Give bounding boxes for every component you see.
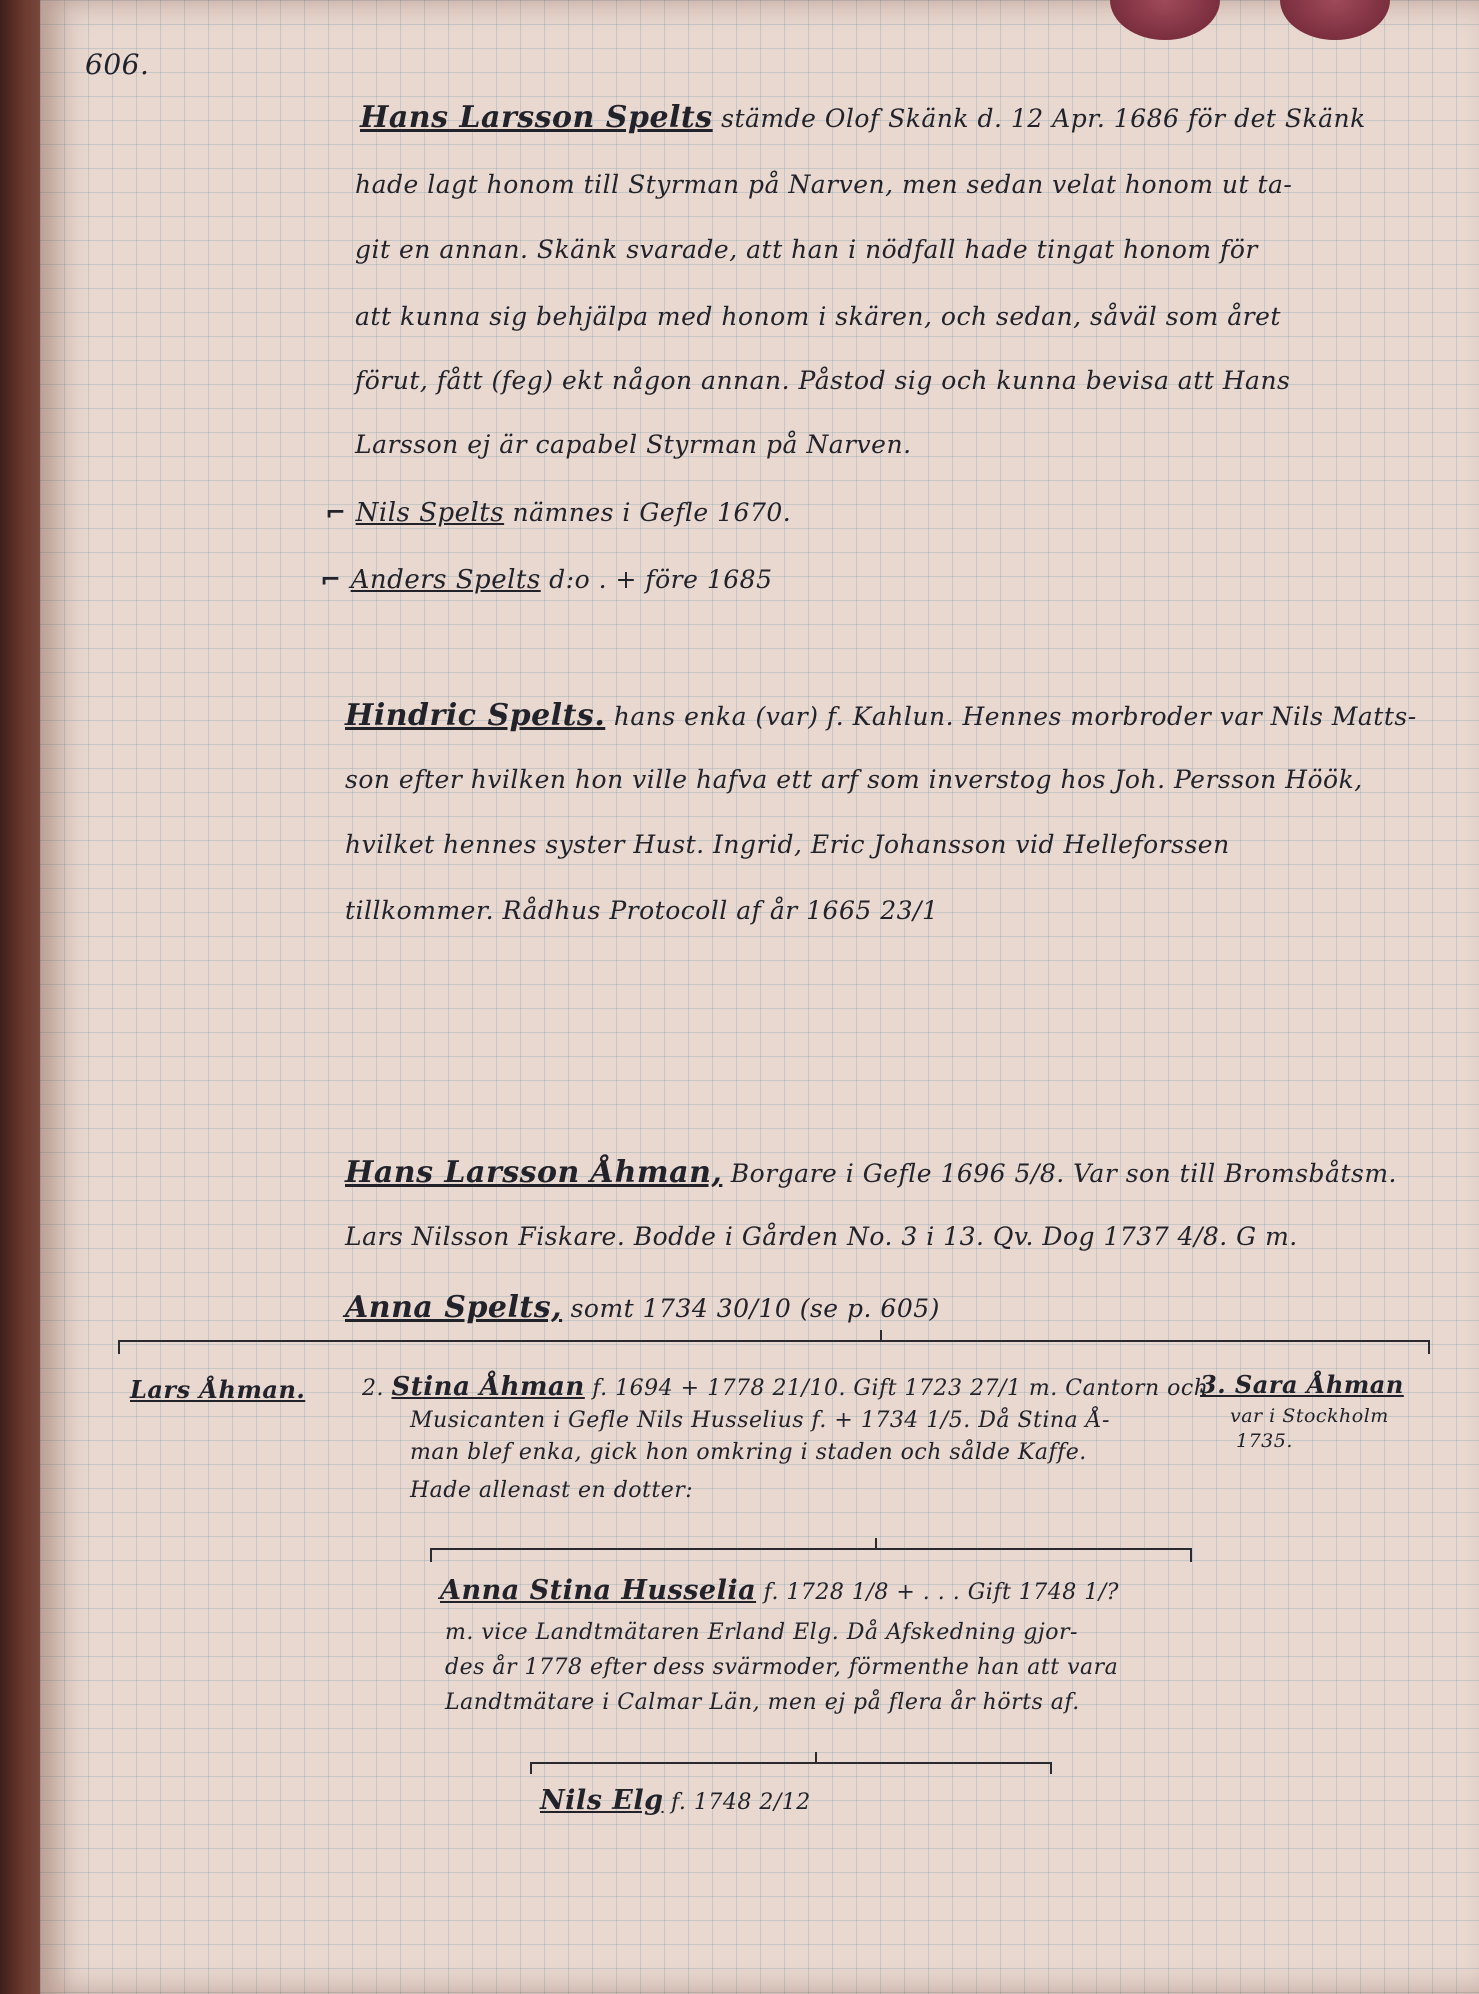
- spouse-name: Anna Spelts,: [345, 1290, 563, 1325]
- bracket-tick: [875, 1538, 877, 1548]
- great-grandchild-nils-elg: [540, 1785, 811, 1816]
- person-name: Stina Åhman: [391, 1372, 585, 1402]
- entry-line: Hade allenast en dotter:: [410, 1478, 694, 1503]
- bracket-tick: [530, 1762, 532, 1774]
- entry-line: son efter hvilken hon ville hafva ett arf som inverstog hos Joh. Persson Höök,: [345, 765, 1363, 794]
- entry-line: Larsson ej är capabel Styrman på Narven.: [355, 430, 912, 459]
- person-name: Hans Larsson Spelts: [360, 100, 713, 135]
- entry-line: m. vice Landtmätaren Erland Elg. Då Afskedning gjor-: [445, 1620, 1078, 1645]
- reference-text: d:o . + före 1685: [549, 565, 773, 594]
- bracket-tick: [1190, 1548, 1192, 1562]
- entry-hindric-spelts: [345, 698, 1417, 733]
- reference-text: nämnes i Gefle 1670.: [512, 498, 792, 527]
- person-name: 3. Sara Åhman: [1200, 1370, 1404, 1399]
- bracket-tick: [1428, 1340, 1430, 1354]
- person-name: Anna Stina Husselia: [440, 1575, 757, 1606]
- reference-nils-spelts: ⌐ Nils Spelts nämnes i Gefle 1670.: [325, 498, 792, 528]
- entry-line: hans enka (var) f. Kahlun. Hennes morbroder var Nils Matts-: [613, 702, 1417, 731]
- entry-hans-larsson-spelts: [360, 100, 1366, 135]
- spouse-line: [345, 1290, 940, 1325]
- great-grandchild-bracket: [530, 1762, 1050, 1764]
- person-name: Lars Åhman.: [130, 1375, 306, 1404]
- bracket-tick: [880, 1330, 882, 1340]
- entry-line: Borgare i Gefle 1696 5/8. Var son till Bromsbåtsm.: [730, 1159, 1397, 1188]
- child-sara-ahman: [1200, 1370, 1404, 1399]
- bracket-tick: [118, 1340, 120, 1354]
- grandchild-anna-stina: [440, 1575, 1119, 1606]
- entry-line: hvilket hennes syster Hust. Ingrid, Eric Johansson vid Helleforssen: [345, 830, 1230, 859]
- entry-line: Musicanten i Gefle Nils Husselius f. + 1734 1/5. Då Stina Å-: [410, 1408, 1110, 1433]
- entry-line: att kunna sig behjälpa med honom i skären, och sedan, såväl som året: [355, 302, 1281, 331]
- entry-line: hade lagt honom till Styrman på Narven, men sedan velat honom ut ta-: [355, 170, 1293, 199]
- entry-line: Landtmätare i Calmar Län, men ej på flera år hörts af.: [445, 1690, 1080, 1715]
- bracket-tick: [815, 1752, 817, 1762]
- person-name: Anders Spelts: [350, 565, 541, 595]
- entry-line: f. 1694 + 1778 21/10. Gift 1723 27/1 m. Cantorn och: [592, 1376, 1209, 1401]
- person-name: Nils Spelts: [355, 498, 505, 528]
- bracket-tick: [430, 1548, 432, 1562]
- entry-line: stämde Olof Skänk d. 12 Apr. 1686 för det Skänk: [721, 104, 1366, 133]
- entry-line: git en annan. Skänk svarade, att han i nödfall hade tingat honom för: [355, 235, 1258, 264]
- entry-line: 1735.: [1236, 1430, 1293, 1452]
- child-stina-ahman: [362, 1372, 1208, 1402]
- entry-line: f. 1748 2/12: [671, 1790, 811, 1815]
- entry-line: f. 1728 1/8 + . . . Gift 1748 1/?: [763, 1580, 1119, 1605]
- bracket-tick: [1050, 1762, 1052, 1774]
- entry-line: des år 1778 efter dess svärmoder, förmenthe han att vara: [445, 1655, 1119, 1680]
- person-name: Hindric Spelts.: [345, 698, 606, 733]
- entry-hans-larsson-ahman: [345, 1155, 1397, 1190]
- child-number: 2.: [362, 1376, 384, 1401]
- entry-line: Lars Nilsson Fiskare. Bodde i Gården No. 3 i 13. Qv. Dog 1737 4/8. G m.: [345, 1222, 1298, 1251]
- spouse-text: somt 1734 30/10 (se p. 605): [570, 1294, 940, 1323]
- page-number: 606.: [85, 48, 150, 81]
- entry-line: var i Stockholm: [1230, 1405, 1389, 1427]
- child-lars-ahman: [130, 1375, 305, 1404]
- grandchild-bracket: [430, 1548, 1190, 1550]
- reference-anders-spelts: ⌐ Anders Spelts d:o . + före 1685: [320, 565, 773, 595]
- entry-line: man blef enka, gick hon omkring i staden och sålde Kaffe.: [410, 1440, 1087, 1465]
- entry-line: tillkommer. Rådhus Protocoll af år 1665 23/1: [345, 896, 939, 925]
- person-name: Hans Larsson Åhman,: [345, 1155, 723, 1190]
- children-bracket: [118, 1340, 1428, 1342]
- person-name: Nils Elg: [540, 1785, 664, 1816]
- entry-line: förut, fått (feg) ekt någon annan. Påstod sig och kunna bevisa att Hans: [355, 366, 1291, 395]
